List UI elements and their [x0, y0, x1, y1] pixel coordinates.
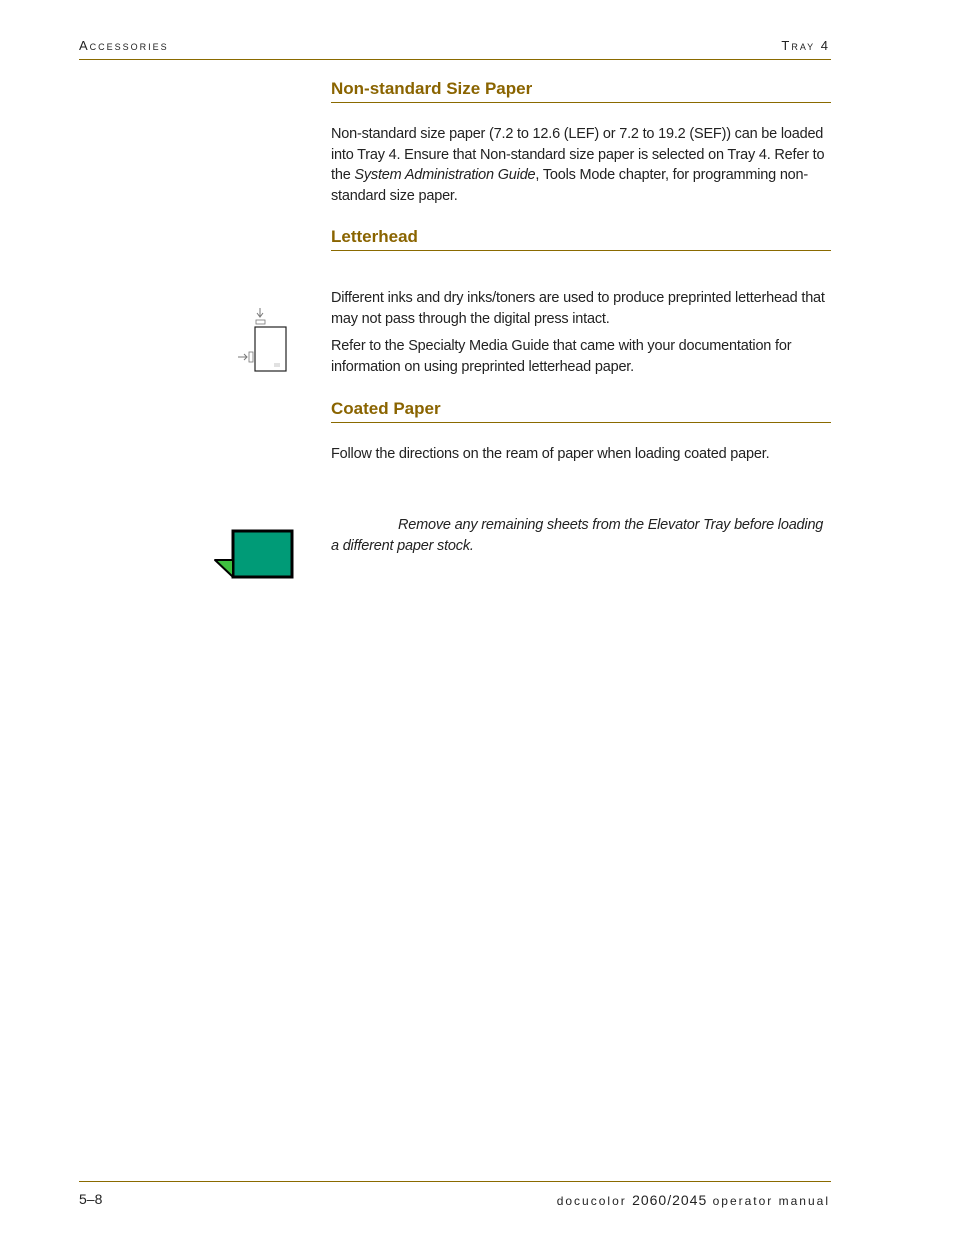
section-title-coated: Coated Paper — [331, 399, 831, 423]
note-text: Remove any remaining sheets from the Elevator Tray before loading a different paper stock. — [331, 517, 824, 554]
section-title-nonstandard: Non-standard Size Paper — [331, 79, 831, 103]
manual-title: docucolor 2060/2045 operator manual — [556, 1192, 830, 1208]
running-header-left: Accessories — [79, 38, 169, 53]
paragraph-coated: Follow the directions on the ream of paper when loading coated paper. — [331, 446, 770, 462]
footer-rule — [79, 1181, 831, 1182]
note-icon — [213, 529, 295, 580]
section-title-letterhead: Letterhead — [331, 227, 831, 251]
letterhead-orientation-icon — [232, 306, 292, 374]
guide-title: System Administration Guide — [354, 167, 536, 183]
paragraph-letterhead-2: Refer to the Specialty Media Guide that came with your documentation for information on using preprinted letterhead paper. — [331, 338, 792, 375]
paragraph-letterhead-1: Different inks and dry inks/toners are used to produce preprinted letterhead that may not pass through the digital press intact. — [331, 290, 825, 327]
paragraph-nonstandard: Non-standard size paper (7.2 to 12.6 (LEF) or 7.2 to 19.2 (SEF)) can be loaded into Tray 4. Ensure that Non-standard size paper is selected on Tray 4. Refer to the System Administration Guide, Tools Mode chapter, for programming non-standard size paper. — [331, 126, 825, 204]
header-rule — [79, 59, 831, 60]
running-header-right: Tray 4 — [781, 38, 830, 53]
page-number: 5–8 — [79, 1191, 103, 1207]
